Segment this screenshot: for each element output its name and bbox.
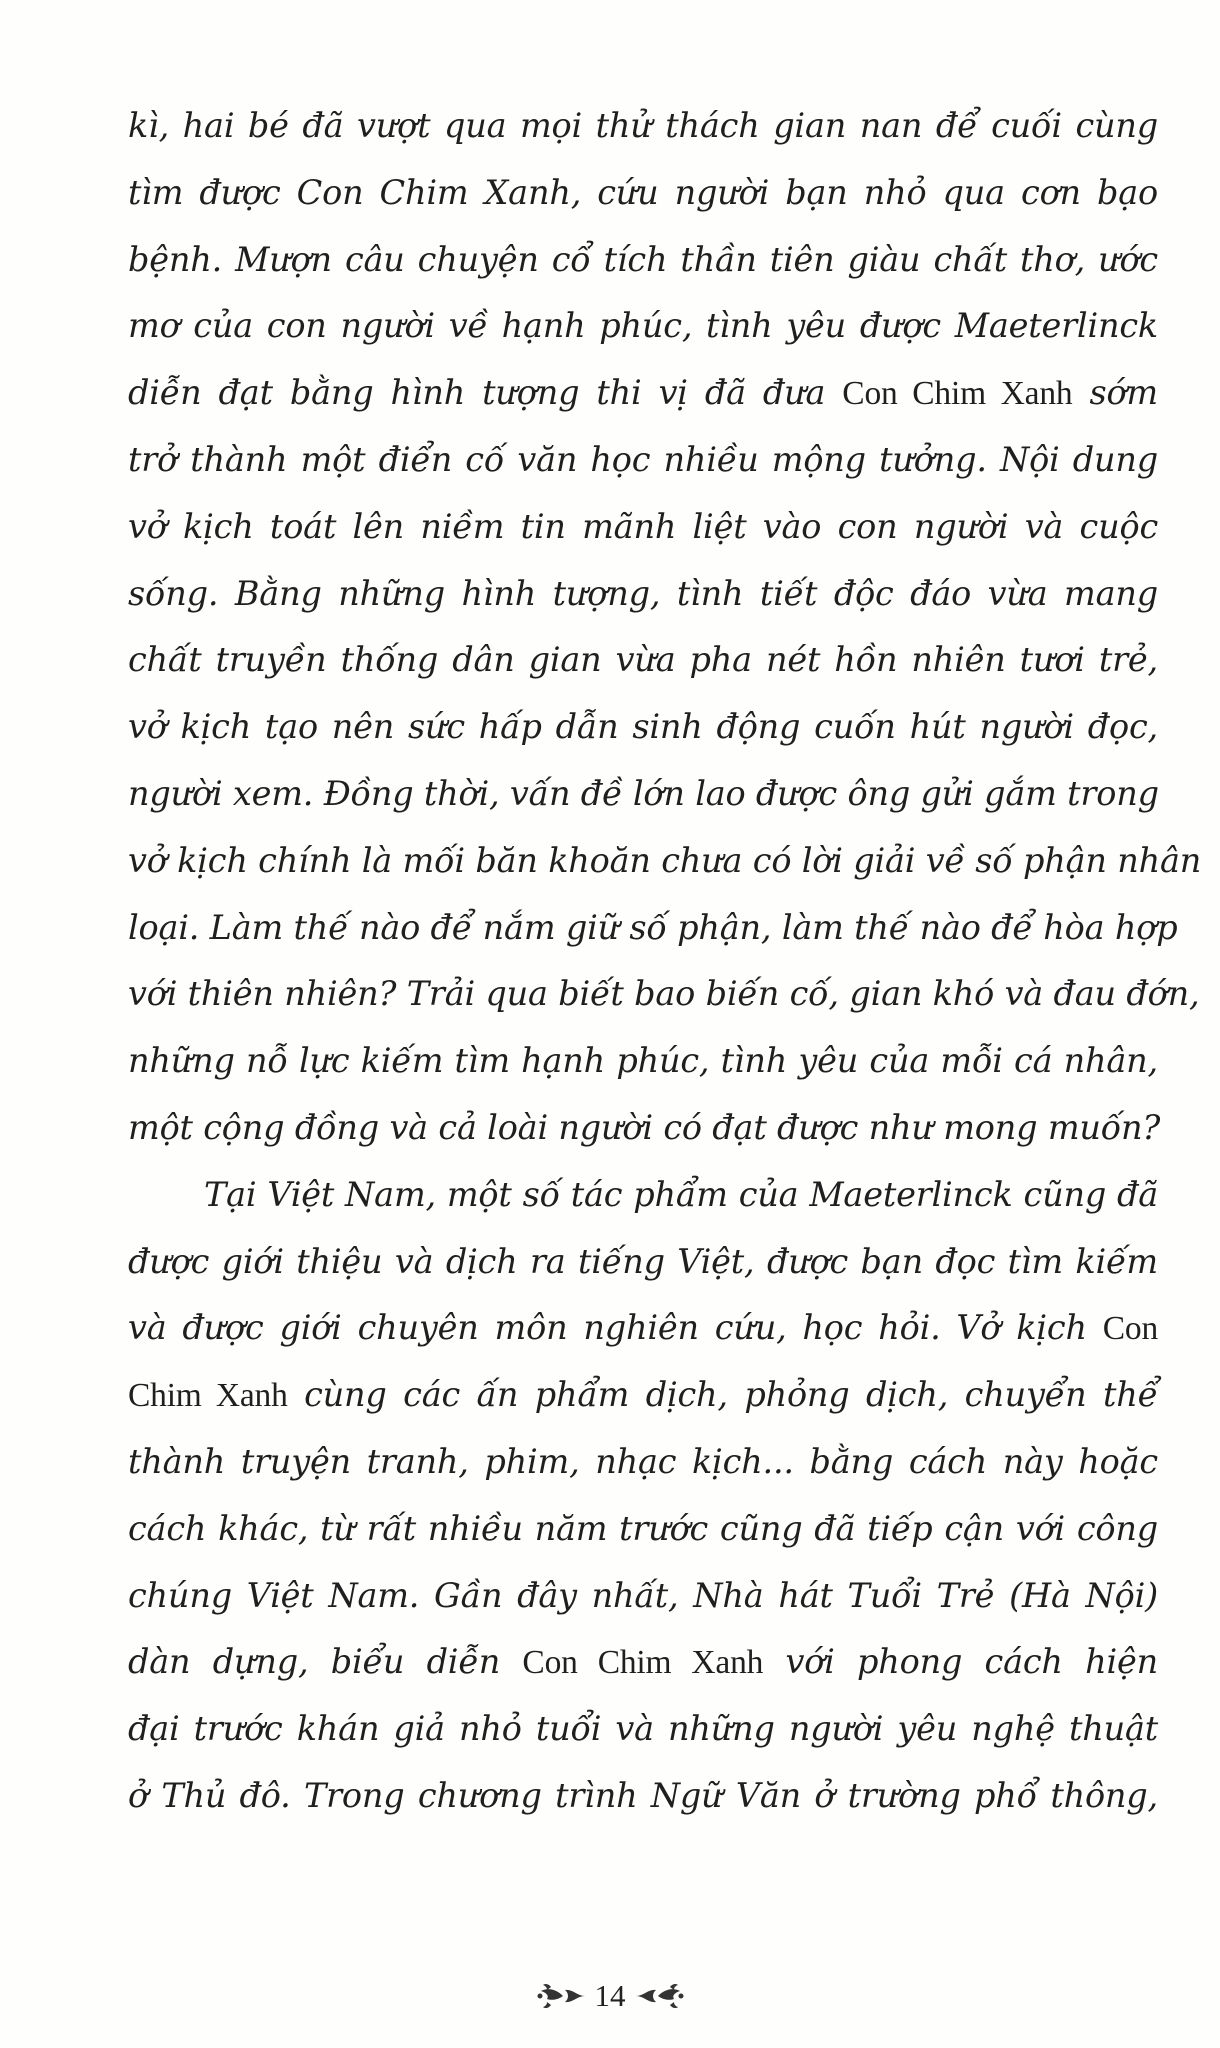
text-line: trở thành một điển cố văn học nhiều mộng tưởng. Nội dung <box>128 439 1158 479</box>
text-segment: diễn đạt bằng hình tượng thi vị đã đưa <box>128 373 843 413</box>
text-line <box>128 1629 1158 1696</box>
text-line: mơ của con người về hạnh phúc, tình yêu được Maeterlinck <box>128 306 1158 346</box>
text-line <box>128 1362 1158 1429</box>
text-line: Tại Việt Nam, một số tác phẩm của Maeterlinck cũng đã <box>204 1174 1158 1214</box>
book-title: Con Chim Xanh <box>522 1644 764 1682</box>
text-line: sống. Bằng những hình tượng, tình tiết độc đáo vừa mang <box>128 573 1158 613</box>
text-line: những nỗ lực kiếm tìm hạnh phúc, tình yêu của mỗi cá nhân, <box>128 1041 1158 1081</box>
book-title: Chim Xanh <box>128 1377 288 1415</box>
text-line: vở kịch tạo nên sức hấp dẫn sinh động cuốn hút người đọc, <box>128 707 1158 747</box>
text-line: vở kịch chính là mối băn khoăn chưa có lời giải về số phận nhân <box>128 840 1202 880</box>
text-line: loại. Làm thế nào để nắm giữ số phận, làm thế nào để hòa hợp <box>128 907 1178 947</box>
text-line: người xem. Đồng thời, vấn đề lớn lao được ông gửi gắm trong <box>128 773 1159 813</box>
text-segment: và được giới chuyên môn nghiên cứu, học hỏi. Vở kịch <box>128 1308 1103 1348</box>
book-title: Con <box>1102 1310 1158 1348</box>
text-line: được giới thiệu và dịch ra tiếng Việt, được bạn đọc tìm kiếm <box>128 1241 1158 1281</box>
text-segment: dàn dựng, biểu diễn <box>128 1642 523 1682</box>
text-line: chất truyền thống dân gian vừa pha nét hồn nhiên tươi trẻ, <box>128 640 1158 680</box>
text-line <box>128 360 1158 427</box>
text-line: bệnh. Mượn câu chuyện cổ tích thần tiên giàu chất thơ, ước <box>128 239 1158 279</box>
text-line <box>128 1295 1158 1362</box>
text-line: đại trước khán giả nhỏ tuổi và những người yêu nghệ thuật <box>128 1709 1158 1749</box>
text-segment: với phong cách hiện <box>763 1642 1159 1682</box>
text-line: vở kịch toát lên niềm tin mãnh liệt vào con người và cuộc <box>128 506 1158 546</box>
text-line: ở Thủ đô. Trong chương trình Ngữ Văn ở trường phổ thông, <box>128 1775 1158 1815</box>
text-line: thành truyện tranh, phim, nhạc kịch... bằng cách này hoặc <box>128 1441 1158 1481</box>
page-number: 14 <box>594 1978 626 2013</box>
body-text <box>128 93 1202 1830</box>
floral-ornament-icon <box>535 1981 587 2011</box>
text-line: cách khác, từ rất nhiều năm trước cũng đã tiếp cận với công <box>128 1508 1158 1548</box>
floral-ornament-icon <box>634 1981 686 2011</box>
text-line: tìm được Con Chim Xanh, cứu người bạn nhỏ qua cơn bạo <box>128 172 1158 212</box>
book-title: Con Chim Xanh <box>842 375 1073 413</box>
text-segment: sớm <box>1072 373 1158 413</box>
text-line: với thiên nhiên? Trải qua biết bao biến cố, gian khó và đau đớn, <box>128 974 1200 1014</box>
text-line: kì, hai bé đã vượt qua mọi thử thách gian nan để cuối cùng <box>128 106 1158 145</box>
text-line: một cộng đồng và cả loài người có đạt được như mong muốn? <box>128 1107 1161 1147</box>
text-segment: cùng các ấn phẩm dịch, phỏng dịch, chuyển thể <box>287 1375 1158 1415</box>
text-line: chúng Việt Nam. Gần đây nhất, Nhà hát Tuổi Trẻ (Hà Nội) <box>128 1575 1158 1615</box>
page-footer <box>0 1974 1220 2018</box>
